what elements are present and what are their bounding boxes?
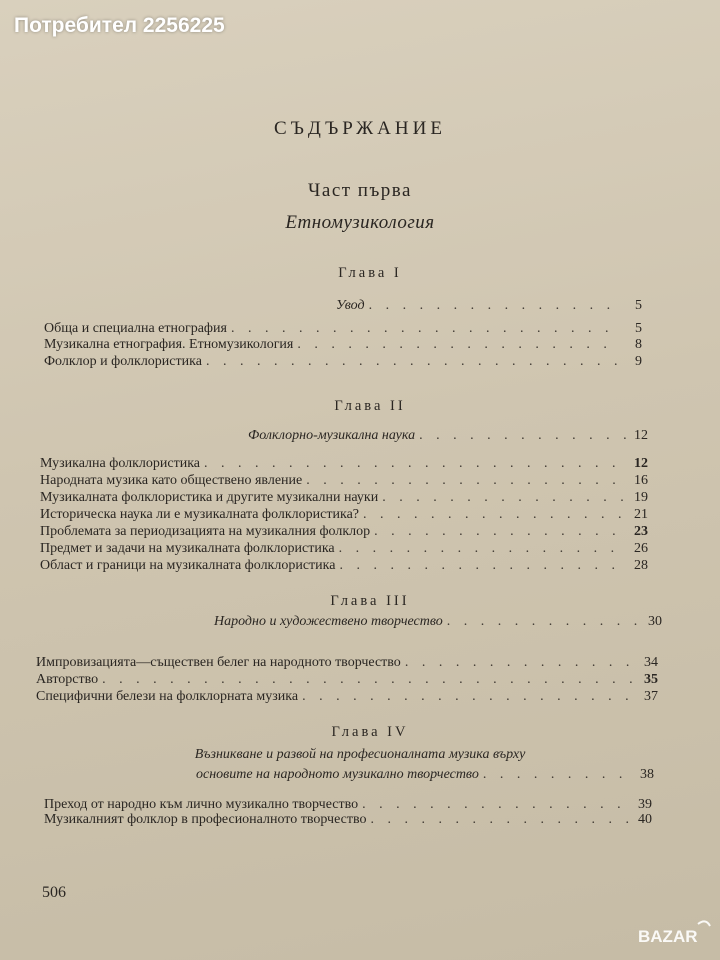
toc-entry <box>40 473 648 489</box>
toc-entry <box>36 689 658 705</box>
toc-entry-page: 37 <box>644 689 658 704</box>
logo-swoosh-icon <box>698 921 710 926</box>
toc-entry-text: Авторство <box>36 672 99 687</box>
leader-dots <box>374 524 626 540</box>
toc-entry-page: 8 <box>635 337 642 352</box>
part-title: Част първа <box>308 180 412 201</box>
toc-entry-page: 34 <box>644 655 658 670</box>
toc-entry <box>44 354 642 370</box>
leader-dots <box>231 321 620 337</box>
leader-dots <box>483 767 632 783</box>
toc-entry-text: Музикална етнография. Етномузикология <box>44 337 294 352</box>
toc-entry <box>44 812 652 828</box>
chapter-2-label: Глава II <box>334 398 406 414</box>
toc-entry-page: 40 <box>638 812 652 827</box>
toc-entry-page: 26 <box>634 541 648 556</box>
toc-entry <box>36 655 658 671</box>
toc-entry-text: Област и граници на музикалната фолклористика <box>40 558 336 573</box>
chapter-1-heading-text: Увод <box>336 298 365 313</box>
leader-dots <box>306 473 626 489</box>
toc-entry-text: Историческа наука ли е музикалната фолклористика? <box>40 507 359 522</box>
toc-entry-page: 16 <box>634 473 648 488</box>
chapter-1-heading <box>336 298 642 314</box>
chapter-4-heading-text: основите на народното музикално творчество <box>196 767 479 782</box>
chapter-2-heading <box>248 428 648 444</box>
toc-entry <box>40 524 648 540</box>
toc-entry <box>44 337 642 353</box>
leader-dots <box>339 558 626 574</box>
toc-entry-page: 19 <box>634 490 648 505</box>
toc-entry-text: Специфични белези на фолклорната музика <box>36 689 299 704</box>
chapter-4-heading-page: 38 <box>640 767 654 782</box>
leader-dots <box>302 689 636 705</box>
toc-entry-text: Проблемата за периодизацията на музикалния фолклор <box>40 524 371 539</box>
toc-entry <box>36 672 658 688</box>
toc-entry-text: Предмет и задачи на музикалната фолклористика <box>40 541 335 556</box>
chapter-3-heading-page: 30 <box>648 614 662 629</box>
toc-entry-text: Обща и специална етнография <box>44 321 227 336</box>
chapter-3-heading-text: Народно и художествено творчество <box>214 614 443 629</box>
leader-dots <box>405 655 636 671</box>
leader-dots <box>204 456 626 472</box>
part-subtitle: Етномузикология <box>285 212 435 233</box>
chapter-1-label: Глава I <box>338 265 402 281</box>
toc-entry-text: Народната музика като обществено явление <box>40 473 303 488</box>
toc-entry-text: Музикалният фолклор в професионалното творчество <box>44 812 367 827</box>
chapter-4-heading <box>196 767 654 783</box>
bazar-logo <box>636 916 712 952</box>
chapter-2-heading-page: 12 <box>634 428 648 443</box>
leader-dots <box>419 428 626 444</box>
leader-dots <box>362 797 630 813</box>
toc-entry <box>40 541 648 557</box>
toc-entry <box>40 490 648 506</box>
chapter-3-label: Глава III <box>330 593 410 609</box>
chapter-3-heading <box>214 614 662 630</box>
toc-entry-text: Фолклор и фолклористика <box>44 354 202 369</box>
leader-dots <box>369 298 620 314</box>
leader-dots <box>447 614 640 630</box>
toc-entry <box>40 507 648 523</box>
leader-dots <box>370 812 630 828</box>
toc-entry-page: 5 <box>635 321 642 336</box>
toc-entry-text: Преход от народно към лично музикално творчество <box>44 797 359 812</box>
leader-dots <box>206 354 620 370</box>
toc-entry <box>40 456 648 472</box>
toc-entry-text: Музикалната фолклористика и другите музикални науки <box>40 490 379 505</box>
toc-entry-text: Импровизацията—съществен белег на народното творчество <box>36 655 401 670</box>
leader-dots <box>339 541 626 557</box>
leader-dots <box>102 672 636 688</box>
page-number: 506 <box>42 884 66 901</box>
toc-entry-page: 35 <box>644 672 658 687</box>
toc-entry-page: 23 <box>634 524 648 539</box>
chapter-4-heading-line1: Възникване и развой на професионалната музика върху <box>194 747 526 762</box>
page-title: СЪДЪРЖАНИЕ <box>274 118 446 139</box>
chapter-1-heading-page: 5 <box>635 298 642 313</box>
leader-dots <box>382 490 626 506</box>
toc-entry <box>44 321 642 337</box>
toc-entry-page: 28 <box>634 558 648 573</box>
chapter-2-heading-text: Фолклорно-музикална наука <box>248 428 416 443</box>
toc-entry <box>44 797 652 813</box>
leader-dots <box>363 507 626 523</box>
watermark-username: Потребител 2256225 <box>14 14 225 37</box>
leader-dots <box>297 337 620 353</box>
toc-entry-page: 12 <box>634 456 648 471</box>
toc-entry-text: Музикална фолклористика <box>40 456 201 471</box>
logo-text: BAZAR <box>638 927 698 946</box>
toc-entry <box>40 558 648 574</box>
toc-entry-page: 21 <box>634 507 648 522</box>
toc-entry-page: 39 <box>638 797 652 812</box>
chapter-4-label: Глава IV <box>331 724 409 740</box>
toc-entry-page: 9 <box>635 354 642 369</box>
